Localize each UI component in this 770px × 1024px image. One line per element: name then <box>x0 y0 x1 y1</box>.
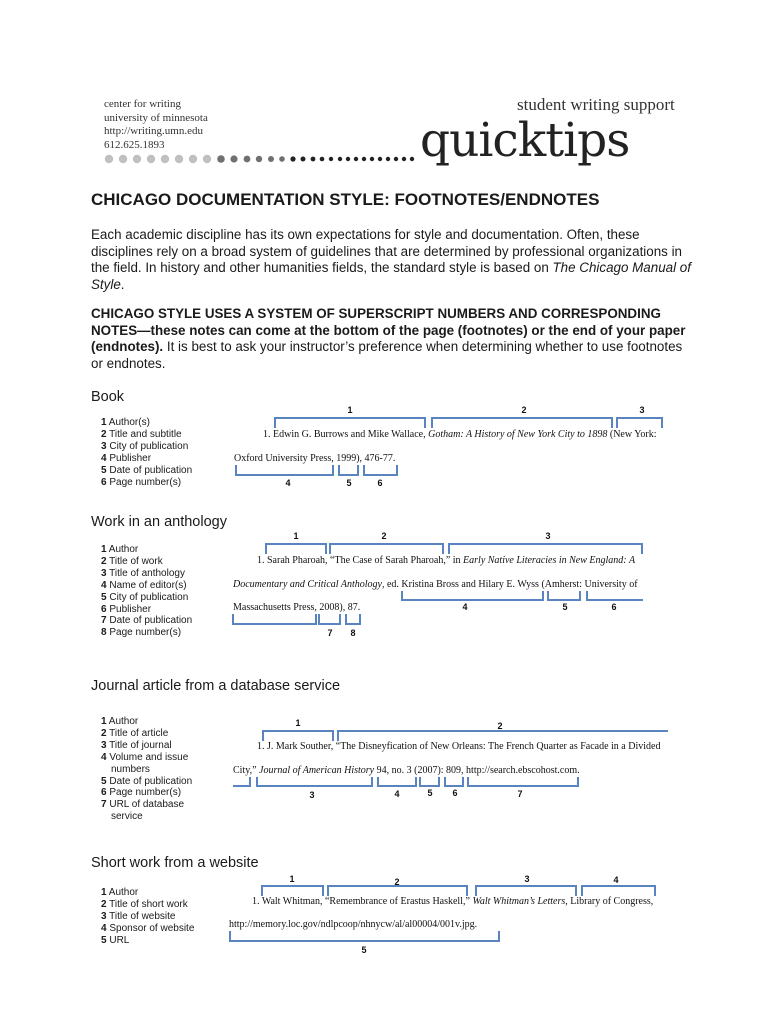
key-item: 5 Date of publication <box>101 464 193 476</box>
citation-line[interactable]: http://memory.loc.gov/ndlpcoop/nhnycw/al/al00004/001v.jpg. <box>229 919 478 930</box>
bracket-journal-5 <box>420 777 439 798</box>
page-title: CHICAGO DOCUMENTATION STYLE: FOOTNOTES/ENDNOTES <box>91 190 600 209</box>
bracket-website-2 <box>328 877 467 896</box>
bracket-anthology-2 <box>330 531 443 554</box>
key-item: 3 Title of journal <box>101 739 172 751</box>
contact-url[interactable]: http://writing.umn.edu <box>104 125 203 137</box>
section-heading-website: Short work from a website <box>91 855 259 871</box>
svg-text:1: 1 <box>293 531 299 541</box>
key-item: 1 Author <box>101 716 139 727</box>
bracket-book-1 <box>275 405 425 428</box>
section-heading-journal: Journal article from a database service <box>91 678 341 694</box>
key-item: 4 Sponsor of website <box>101 922 195 934</box>
bracket-anthology-1 <box>266 531 326 554</box>
key-item: 3 Title of anthology <box>101 567 185 579</box>
citation-line: City,” Journal of American History 94, no. 3 (2007): 809, http://search.ebscohost.com. <box>233 765 580 776</box>
bracket-anthology-6-cont <box>233 614 316 624</box>
svg-text:2: 2 <box>381 531 387 541</box>
svg-text:4: 4 <box>285 478 291 488</box>
key-item: 5 Date of publication <box>101 775 193 787</box>
key-item: 5 URL <box>101 934 130 946</box>
key-item: service <box>111 811 143 823</box>
bracket-website-1 <box>262 874 323 896</box>
key-item: 3 City of publication <box>101 440 189 452</box>
svg-text:1: 1 <box>295 718 301 728</box>
key-item: 1 Author <box>101 887 139 898</box>
citation-line: 1. Sarah Pharoah, “The Case of Sarah Pharoah,” in Early Native Literacies in New England: A <box>257 555 636 566</box>
key-item: 4 Publisher <box>101 452 152 464</box>
svg-text:4: 4 <box>613 875 619 885</box>
key-item: 7 Date of publication <box>101 615 193 627</box>
key-item: 6 Publisher <box>101 603 152 615</box>
key-item: 7 URL of database <box>101 799 185 811</box>
citation-line: Oxford University Press, 1999), 476-77. <box>234 453 396 464</box>
contact-university: university of minnesota <box>104 111 208 124</box>
bracket-anthology-7 <box>319 614 340 638</box>
svg-text:2: 2 <box>394 877 400 887</box>
svg-text:1: 1 <box>347 405 353 415</box>
citation-line: 1. Edwin G. Burrows and Mike Wallace, Gotham: A History of New York City to 1898 (New York: <box>263 429 657 440</box>
bracket-journal-3 <box>257 777 372 800</box>
svg-text:4: 4 <box>462 602 468 612</box>
svg-text:3: 3 <box>524 874 530 884</box>
bracket-book-4 <box>236 465 333 488</box>
notes-rest: It is best to ask your instructor’s preference when determining whether to use footnotes or endnotes. <box>91 339 683 371</box>
bracket-website-5 <box>230 931 499 955</box>
brand-logo: quicktips <box>420 113 630 168</box>
intro-text: Each academic discipline has its own expectations for style and documentation. Often, these disciplines rely on a broad system of guidelines that are determined by professional organizations in the field. In history and other humanities fields, the standard style is based on <box>91 227 683 275</box>
key-item: 4 Name of editor(s) <box>101 579 187 591</box>
key-item: 1 Author <box>101 544 139 555</box>
svg-text:7: 7 <box>327 628 333 638</box>
key-item: 1 Author(s) <box>101 417 150 428</box>
svg-text:7: 7 <box>517 789 523 799</box>
contact-phone: 612.625.1893 <box>104 138 165 151</box>
bracket-journal-7 <box>468 777 578 799</box>
citation-line: Massachusetts Press, 2008), 87. <box>233 602 361 613</box>
bracket-book-3 <box>617 405 662 428</box>
notes-bold: CHICAGO STYLE USES A SYSTEM OF SUPERSCRIPT NUMBERS AND CORRESPONDING NOTES—these notes can come at the bottom of the page (footnotes) or the end of your paper (endnotes). <box>91 306 686 354</box>
bracket-journal-2-cont <box>233 777 250 786</box>
bracket-book-6 <box>364 465 397 488</box>
key-item: 6 Page number(s) <box>101 476 182 488</box>
bracket-website-4 <box>582 875 655 896</box>
bracket-book-2 <box>432 405 612 428</box>
svg-text:6: 6 <box>377 478 383 488</box>
bracket-journal-2 <box>338 721 668 741</box>
bracket-book-5 <box>339 465 358 488</box>
svg-text:1: 1 <box>289 874 295 884</box>
svg-text:8: 8 <box>350 628 356 638</box>
svg-text:3: 3 <box>309 790 315 800</box>
support-label: student writing support <box>517 95 675 114</box>
citation-line: 1. J. Mark Souther, “The Disneyfication of New Orleans: The French Quarter as Facade in a Divided <box>257 741 661 752</box>
svg-text:3: 3 <box>545 531 551 541</box>
key-item: 2 Title of work <box>101 555 163 567</box>
bracket-journal-6 <box>445 777 463 798</box>
svg-text:6: 6 <box>611 602 617 612</box>
key-item: 2 Title and subtitle <box>101 428 182 440</box>
citation-line: 1. Walt Whitman, “Remembrance of Erastus Haskell,” Walt Whitman’s Letters, Library of Congress, <box>252 896 654 907</box>
bracket-anthology-5 <box>548 591 580 612</box>
intro-end: . <box>120 276 125 292</box>
svg-text:5: 5 <box>427 788 433 798</box>
bracket-anthology-3 <box>449 531 642 554</box>
section-heading-book: Book <box>91 389 125 405</box>
bracket-anthology-4 <box>402 591 543 612</box>
intro-manual-title: The Chicago Manual of Style <box>91 260 691 292</box>
svg-text:5: 5 <box>562 602 568 612</box>
section-heading-anthology: Work in an anthology <box>91 514 227 530</box>
bracket-journal-4 <box>378 777 416 799</box>
svg-text:5: 5 <box>346 478 352 488</box>
key-item: 6 Page number(s) <box>101 787 182 799</box>
key-item: 5 City of publication <box>101 591 189 603</box>
key-item: numbers <box>111 763 150 775</box>
svg-text:5: 5 <box>361 945 367 955</box>
bracket-journal-1 <box>263 718 333 741</box>
svg-text:6: 6 <box>452 788 458 798</box>
svg-text:3: 3 <box>639 405 645 415</box>
citation-line: Documentary and Critical Anthology, ed. Kristina Bross and Hilary E. Wyss (Amherst: University of <box>233 579 638 590</box>
bracket-website-3 <box>476 874 576 896</box>
bracket-anthology-6 <box>587 591 643 612</box>
svg-text:4: 4 <box>394 789 400 799</box>
svg-text:2: 2 <box>497 721 503 731</box>
key-item: 8 Page number(s) <box>101 627 182 639</box>
key-item: 2 Title of short work <box>101 898 188 910</box>
key-item: 4 Volume and issue <box>101 751 189 763</box>
contact-org: center for writing <box>104 98 181 110</box>
key-item: 2 Title of article <box>101 727 169 739</box>
key-item: 3 Title of website <box>101 910 176 922</box>
bracket-anthology-8 <box>346 614 360 638</box>
svg-text:2: 2 <box>521 405 527 415</box>
